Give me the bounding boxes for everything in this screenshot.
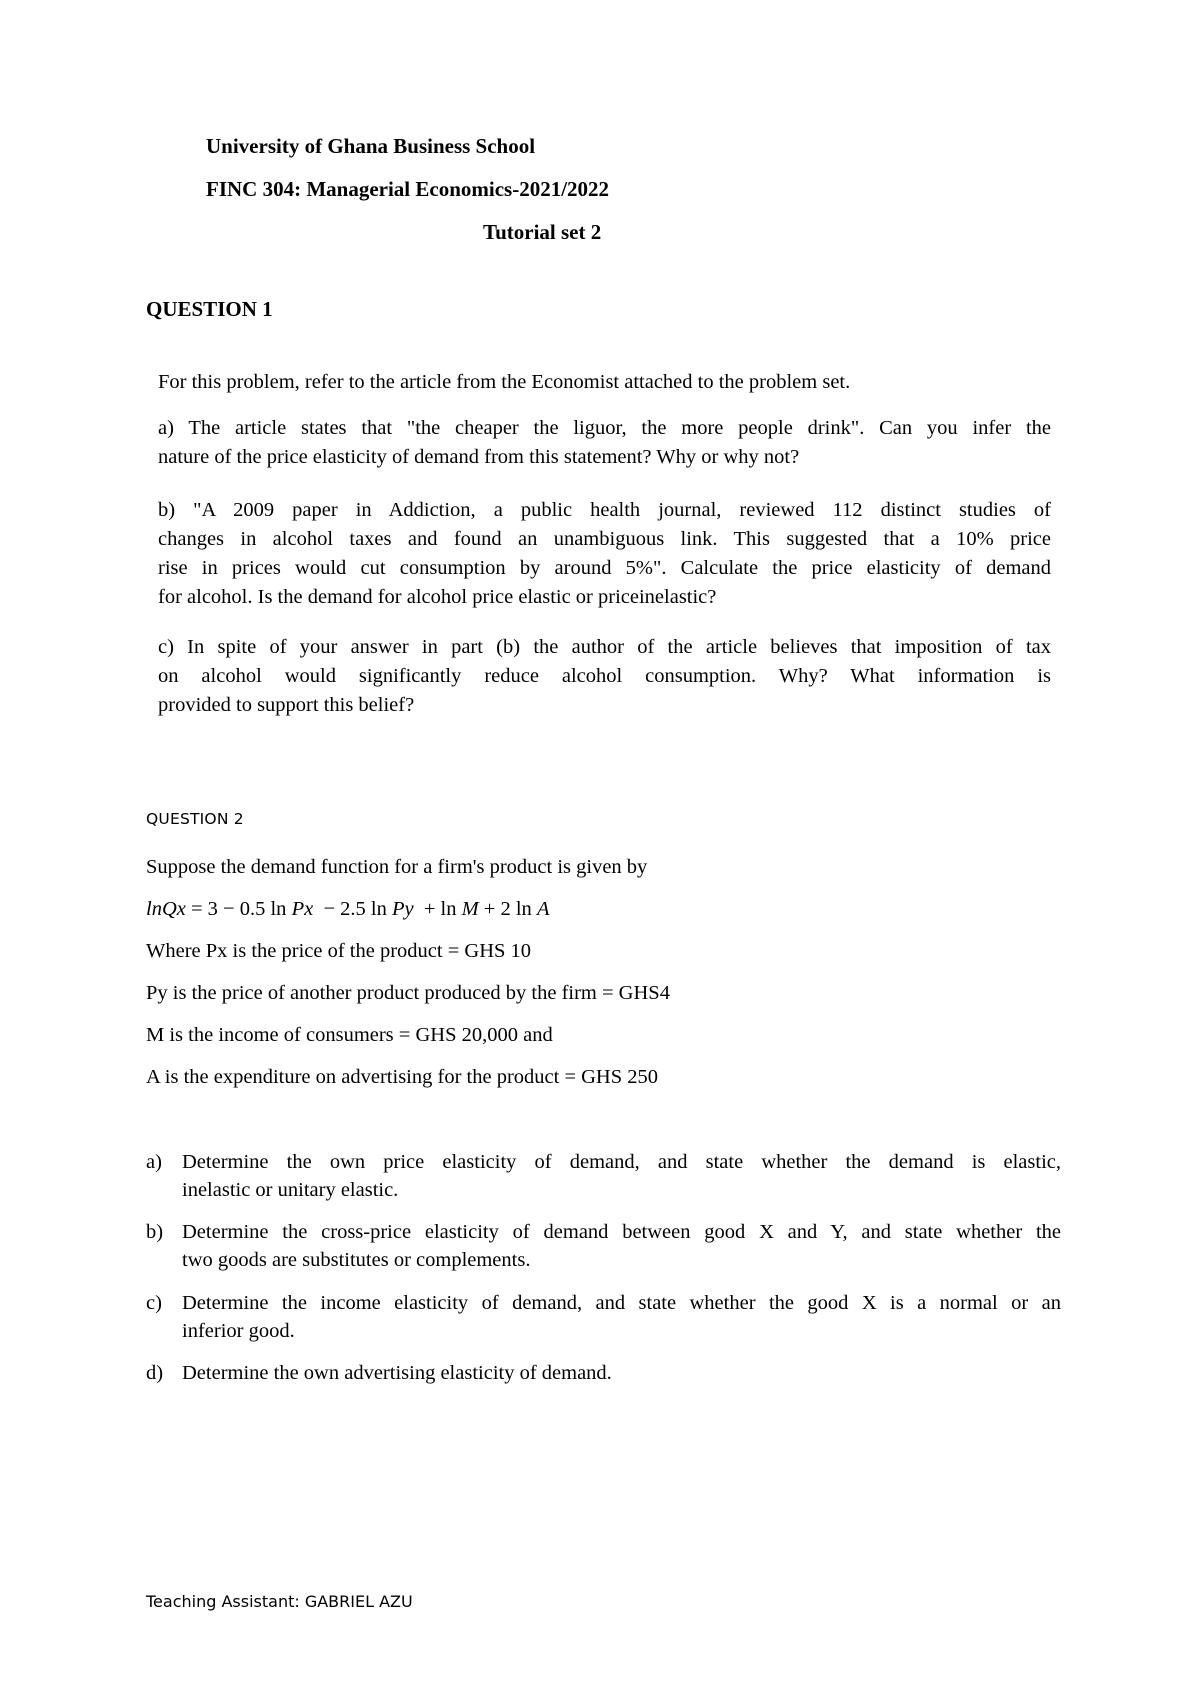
footer-teaching-assistant: Teaching Assistant: GABRIEL AZU — [146, 1592, 413, 1611]
question-1-part-b-line-1: b) "A 2009 paper in Addiction, a public health journal, reviewed 112 distinct studies of — [158, 499, 1051, 521]
equation-term-1: = 3 − 0.5 ln — [185, 898, 292, 920]
part-c-marker: c) — [146, 1292, 162, 1314]
part-d-line-1: Determine the own advertising elasticity of demand. — [182, 1362, 612, 1384]
question-1-part-b-line-4: for alcohol. Is the demand for alcohol price elastic or priceinelastic? — [158, 586, 717, 608]
school-name: University of Ghana Business School — [206, 134, 536, 158]
question-1-part-b-line-3: rise in prices would cut consumption by around 5%". Calculate the price elasticity of demand — [158, 557, 1051, 579]
tutorial-set-title: Tutorial set 2 — [483, 220, 602, 244]
equation-py: Py — [391, 898, 414, 920]
equation-lhs: lnQx — [146, 898, 186, 920]
question-1-part-a — [158, 414, 1051, 472]
question-1-part-b — [158, 496, 1051, 612]
equation-term-4: + 2 ln — [478, 898, 537, 920]
part-b-marker: b) — [146, 1221, 164, 1243]
question-2-title: QUESTION 2 — [146, 810, 244, 828]
part-d-marker: d) — [146, 1362, 164, 1384]
question-1-part-c — [158, 633, 1051, 720]
given-py: Py is the price of another product produced by the firm = GHS4 — [146, 982, 670, 1004]
question-1-part-b-line-2: changes in alcohol taxes and found an unambiguous link. This suggested that a 10% price — [158, 528, 1051, 550]
question-1-intro-text: For this problem, refer to the article from the Economist attached to the problem set. — [158, 371, 851, 393]
question-1-part-a-line-1: a) The article states that "the cheaper the liguor, the more people drink". Can you infer the — [158, 417, 1051, 439]
course-title: FINC 304: Managerial Economics-2021/2022 — [206, 177, 610, 201]
part-b-line-2: two goods are substitutes or complements. — [182, 1249, 531, 1271]
given-m: M is the income of consumers = GHS 20,000 and — [146, 1024, 553, 1046]
question-1-part-c-line-1: c) In spite of your answer in part (b) the author of the article believes that imposition of tax — [158, 636, 1051, 658]
part-c-line-2: inferior good. — [182, 1320, 295, 1342]
part-b-line-1: Determine the cross-price elasticity of demand between good X and Y, and state whether the — [182, 1221, 1061, 1243]
demand-equation — [146, 898, 549, 921]
part-a-line-2: inelastic or unitary elastic. — [182, 1179, 399, 1201]
question-1-part-a-line-2: nature of the price elasticity of demand from this statement? Why or why not? — [158, 446, 800, 468]
equation-a: A — [536, 898, 550, 920]
equation-term-3: + ln — [413, 898, 462, 920]
question-1-part-c-line-2: on alcohol would significantly reduce alcohol consumption. Why? What information is — [158, 665, 1051, 687]
equation-term-2: − 2.5 ln — [313, 898, 392, 920]
question-1-title: QUESTION 1 — [146, 297, 273, 321]
equation-m: M — [461, 898, 479, 920]
part-a-marker: a) — [146, 1151, 162, 1173]
question-1-intro — [158, 368, 1051, 397]
question-2-intro: Suppose the demand function for a firm's product is given by — [146, 856, 648, 878]
part-a-line-1: Determine the own price elasticity of demand, and state whether the demand is elastic, — [182, 1151, 1061, 1173]
question-1-part-c-line-3: provided to support this belief? — [158, 694, 415, 716]
given-px: Where Px is the price of the product = GHS 10 — [146, 940, 532, 962]
part-c-line-1: Determine the income elasticity of demand, and state whether the good X is a normal or an — [182, 1292, 1061, 1314]
given-a: A is the expenditure on advertising for the product = GHS 250 — [146, 1066, 659, 1088]
equation-px: Px — [291, 898, 314, 920]
